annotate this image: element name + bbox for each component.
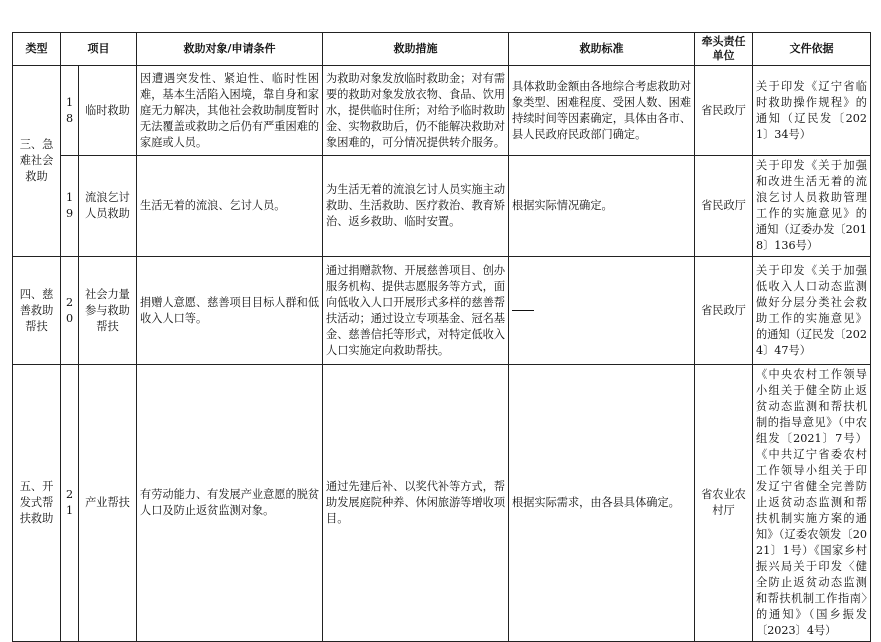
- row-number: 20: [61, 257, 79, 365]
- policy-table: [12, 32, 871, 642]
- standard-cell-empty: [509, 257, 695, 365]
- header-unit: 牵头责任单位: [695, 33, 753, 66]
- standard-cell: 具体救助金额由各地综合考虑救助对象类型、困难程度、受困人数、困难持续时间等因素确定，具体由各市、县人民政府民政部门确定。: [509, 66, 695, 156]
- item-cell: 产业帮扶: [79, 365, 137, 642]
- unit-cell: 省民政厅: [695, 257, 753, 365]
- measure-cell: 通过先建后补、以奖代补等方式，帮助发展庭院种养、休闲旅游等增收项目。: [323, 365, 509, 642]
- table-row: [13, 156, 871, 257]
- dash-mark: [512, 310, 534, 311]
- unit-cell: 省农业农村厅: [695, 365, 753, 642]
- category-cell: 五、开发式帮扶救助: [13, 365, 61, 642]
- standard-cell: 根据实际情况确定。: [509, 156, 695, 257]
- item-cell: 流浪乞讨人员救助: [79, 156, 137, 257]
- item-cell: 临时救助: [79, 66, 137, 156]
- target-cell: 因遭遇突发性、紧迫性、临时性困难，基本生活陷入困境，靠自身和家庭无力解决，其他社会救助制度暂时无法覆盖或救助之后仍有严重困难的家庭或人员。: [137, 66, 323, 156]
- basis-cell: 关于印发《关于加强低收入人口动态监测做好分层分类社会救助工作的实施意见》的通知（辽民发〔2024〕47号）: [753, 257, 871, 365]
- header-item: 项目: [61, 33, 137, 66]
- table-row: [13, 257, 871, 365]
- target-cell: 有劳动能力、有发展产业意愿的脱贫人口及防止返贫监测对象。: [137, 365, 323, 642]
- header-target: 救助对象/申请条件: [137, 33, 323, 66]
- category-cell: 四、慈善救助帮扶: [13, 257, 61, 365]
- target-cell: 生活无着的流浪、乞讨人员。: [137, 156, 323, 257]
- row-number: 18: [61, 66, 79, 156]
- basis-cell: 《中央农村工作领导小组关于健全防止返贫动态监测和帮扶机制的指导意见》（中农组发〔2021〕7号）《中共辽宁省委农村工作领导小组关于印发辽宁省健全完善防止返贫动态监测和帮扶机制实施方案的通知》（辽委农领发〔2021〕1号）《国家乡村振兴局关于印发〈健全防止返贫动态监测和帮扶机制工作指南〉的通知》（国乡振发〔2023〕4号）: [753, 365, 871, 642]
- unit-cell: 省民政厅: [695, 66, 753, 156]
- target-cell: 捐赠人意愿、慈善项目目标人群和低收入人口等。: [137, 257, 323, 365]
- table-row: [13, 365, 871, 642]
- table-row: [13, 66, 871, 156]
- basis-cell: 关于印发《关于加强和改进生活无着的流浪乞讨人员救助管理工作的实施意见》的通知（辽委办发〔2018〕136号）: [753, 156, 871, 257]
- measure-cell: 通过捐赠款物、开展慈善项目、创办服务机构、提供志愿服务等方式，面向低收入人口开展形式多样的慈善帮扶活动；通过设立专项基金、冠名基金、慈善信托等形式，对特定低收入人口实施定向救助帮扶。: [323, 257, 509, 365]
- header-row: [13, 33, 871, 66]
- measure-cell: 为救助对象发放临时救助金；对有需要的救助对象发放衣物、食品、饮用水，提供临时住所；对给予临时救助金、实物救助后，仍不能解决救助对象困难的，可分情况提供转介服务。: [323, 66, 509, 156]
- standard-cell: 根据实际需求，由各县具体确定。: [509, 365, 695, 642]
- row-number: 21: [61, 365, 79, 642]
- measure-cell: 为生活无着的流浪乞讨人员实施主动救助、生活救助、医疗救治、教育矫治、返乡救助、临时安置。: [323, 156, 509, 257]
- basis-cell: 关于印发《辽宁省临时救助操作规程》的通知（辽民发〔2021〕34号）: [753, 66, 871, 156]
- unit-cell: 省民政厅: [695, 156, 753, 257]
- header-basis: 文件依据: [753, 33, 871, 66]
- row-number: 19: [61, 156, 79, 257]
- header-measure: 救助措施: [323, 33, 509, 66]
- item-cell: 社会力量参与救助帮扶: [79, 257, 137, 365]
- header-type: 类型: [13, 33, 61, 66]
- header-standard: 救助标准: [509, 33, 695, 66]
- category-cell: 三、急难社会救助: [13, 66, 61, 257]
